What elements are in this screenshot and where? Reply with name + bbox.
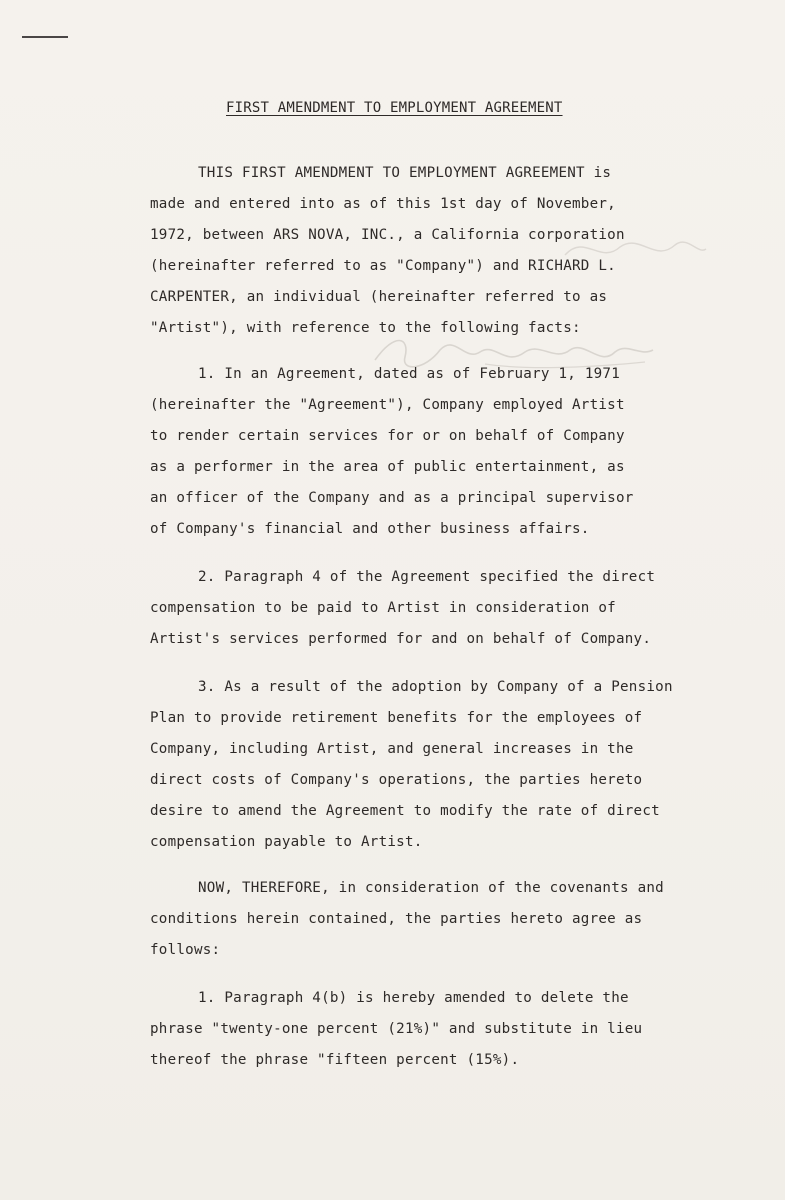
document-title: FIRST AMENDMENT TO EMPLOYMENT AGREEMENT (226, 100, 563, 116)
paragraph-line: as a performer in the area of public entertainment, as (150, 459, 625, 475)
paragraph-line: thereof the phrase "fifteen percent (15%). (150, 1052, 520, 1068)
paragraph-line: 1972, between ARS NOVA, INC., a California corporation (150, 227, 625, 243)
paragraph-line: made and entered into as of this 1st day of November, (150, 196, 616, 212)
fact-3-paragraph (150, 672, 730, 858)
paragraph-line: "Artist"), with reference to the following facts: (150, 320, 581, 336)
paragraph-line: compensation to be paid to Artist in consideration of (150, 600, 616, 616)
fact-1-paragraph (150, 359, 730, 545)
paragraph-line: an officer of the Company and as a principal supervisor (150, 490, 634, 506)
fact-2-paragraph (150, 562, 730, 655)
paragraph-line: 1. In an Agreement, dated as of February 1, 1971 (198, 366, 620, 382)
paragraph-line: compensation payable to Artist. (150, 834, 423, 850)
amendment-1-paragraph (150, 983, 730, 1076)
paragraph-line: 3. As a result of the adoption by Company of a Pension (198, 679, 673, 695)
now-therefore-paragraph (150, 873, 730, 966)
paragraph-line: of Company's financial and other business affairs. (150, 521, 590, 537)
paragraph-line: desire to amend the Agreement to modify the rate of direct (150, 803, 660, 819)
paragraph-line: 2. Paragraph 4 of the Agreement specified the direct (198, 569, 656, 585)
paragraph-line: 1. Paragraph 4(b) is hereby amended to delete the (198, 990, 629, 1006)
paragraph-line: conditions herein contained, the parties hereto agree as (150, 911, 643, 927)
paragraph-line: CARPENTER, an individual (hereinafter referred to as (150, 289, 608, 305)
paragraph-line: Artist's services performed for and on behalf of Company. (150, 631, 652, 647)
paragraph-line: direct costs of Company's operations, the parties hereto (150, 772, 643, 788)
paragraph-line: Company, including Artist, and general increases in the (150, 741, 634, 757)
paragraph-line: THIS FIRST AMENDMENT TO EMPLOYMENT AGREEMENT is (198, 165, 612, 181)
corner-mark (22, 36, 68, 38)
paragraph-line: phrase "twenty-one percent (21%)" and substitute in lieu (150, 1021, 643, 1037)
paragraph-line: follows: (150, 942, 221, 958)
paragraph-line: (hereinafter referred to as "Company") and RICHARD L. (150, 258, 616, 274)
paragraph-line: to render certain services for or on behalf of Company (150, 428, 625, 444)
intro-paragraph (150, 158, 730, 344)
paragraph-line: Plan to provide retirement benefits for the employees of (150, 710, 643, 726)
paragraph-line: (hereinafter the "Agreement"), Company employed Artist (150, 397, 625, 413)
paragraph-line: NOW, THEREFORE, in consideration of the covenants and (198, 880, 664, 896)
